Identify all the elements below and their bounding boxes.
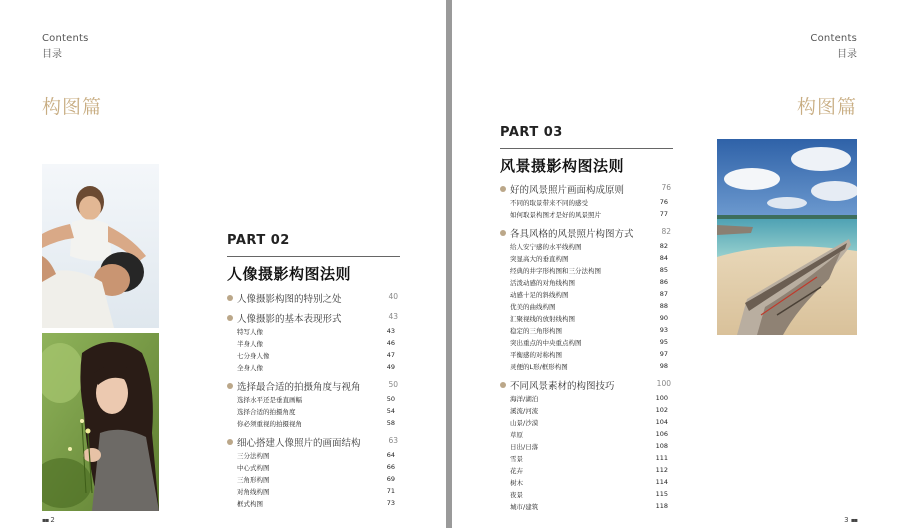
toc-sub-page: 64 bbox=[386, 451, 395, 459]
toc-sub-item bbox=[500, 349, 671, 361]
bullet-icon bbox=[500, 230, 506, 236]
toc-sub-item bbox=[500, 501, 671, 513]
toc-sub-item bbox=[227, 474, 398, 486]
toc-sub-page: 87 bbox=[659, 290, 668, 298]
toc-main-page: 40 bbox=[388, 292, 398, 301]
toc-sub-page: 85 bbox=[659, 266, 668, 274]
woman-portrait-photo bbox=[42, 333, 159, 511]
toc-sub-page: 86 bbox=[659, 278, 668, 286]
bullet-icon bbox=[227, 295, 233, 301]
header-contents-en: Contents bbox=[42, 33, 89, 44]
toc-sub-page: 47 bbox=[386, 351, 395, 359]
toc-sub-item bbox=[500, 405, 671, 417]
toc-sub-page: 104 bbox=[655, 418, 668, 426]
toc-sub-label: 你必须重视的拍摄视角 bbox=[237, 420, 302, 428]
part-divider bbox=[227, 256, 400, 257]
toc-sub-item bbox=[500, 337, 671, 349]
toc-sub-item bbox=[500, 265, 671, 277]
toc-sub-page: 100 bbox=[655, 394, 668, 402]
toc-sub-label: 草原 bbox=[510, 431, 523, 439]
toc-sub-label: 汇聚视线的放射线构图 bbox=[510, 315, 575, 323]
toc-sub-page: 73 bbox=[386, 499, 395, 507]
toc-sub-label: 如何取景构图才是好的风景照片 bbox=[510, 211, 601, 219]
toc-sub-page: 114 bbox=[655, 478, 668, 486]
toc-sub-item bbox=[227, 462, 398, 474]
part-title: 人像摄影构图法则 bbox=[227, 265, 352, 283]
bullet-icon bbox=[227, 383, 233, 389]
toc-sub-item bbox=[500, 393, 671, 405]
toc-sub-list bbox=[227, 450, 398, 510]
left-page bbox=[0, 0, 446, 528]
toc-main-item bbox=[227, 378, 398, 394]
toc-sub-page: 76 bbox=[659, 198, 668, 206]
toc-sub-item bbox=[227, 350, 398, 362]
toc-sub-label: 平衡感的对称构图 bbox=[510, 351, 562, 359]
toc-main-label: 人像摄影构图的特别之处 bbox=[237, 294, 342, 305]
toc-sub-page: 54 bbox=[386, 407, 395, 415]
toc-sub-item bbox=[500, 361, 671, 373]
toc-sub-item bbox=[500, 313, 671, 325]
toc-sub-page: 102 bbox=[655, 406, 668, 414]
toc-sub-page: 93 bbox=[659, 326, 668, 334]
toc-main-item bbox=[500, 181, 671, 197]
toc-sub-label: 中心式构图 bbox=[237, 464, 270, 472]
toc-sub-item bbox=[500, 477, 671, 489]
toc-sub-page: 84 bbox=[659, 254, 668, 262]
toc-main-page: 63 bbox=[388, 436, 398, 445]
section-title: 构图篇 bbox=[796, 96, 857, 118]
toc-main-label: 选择最合适的拍摄角度与视角 bbox=[237, 382, 361, 393]
header-contents-zh: 目录 bbox=[837, 49, 857, 60]
toc-sub-item bbox=[500, 441, 671, 453]
toc-sub-item bbox=[227, 326, 398, 338]
header-contents-en: Contents bbox=[810, 33, 857, 44]
toc-sub-item bbox=[500, 277, 671, 289]
toc-sub-item bbox=[500, 289, 671, 301]
toc-sub-page: 82 bbox=[659, 242, 668, 250]
toc-sub-label: 全身人像 bbox=[237, 364, 263, 372]
toc-main-label: 细心搭建人像照片的画面结构 bbox=[237, 438, 361, 449]
toc-sub-item bbox=[227, 394, 398, 406]
toc-sub-list bbox=[227, 394, 398, 430]
toc-main-label: 好的风景照片画面构成原则 bbox=[510, 185, 625, 196]
toc-main-page: 82 bbox=[661, 227, 671, 236]
toc-sub-page: 46 bbox=[386, 339, 395, 347]
toc-sub-label: 三分法构图 bbox=[237, 452, 270, 460]
toc-sub-item bbox=[227, 338, 398, 350]
toc-sub-page: 66 bbox=[386, 463, 395, 471]
toc-sub-label: 溪流/河流 bbox=[510, 407, 539, 415]
toc-main-page: 43 bbox=[388, 312, 398, 321]
toc-sub-page: 95 bbox=[659, 338, 668, 346]
toc-sub-list bbox=[500, 241, 671, 373]
toc-sub-item bbox=[227, 418, 398, 430]
toc-sub-label: 选择合适的拍摄角度 bbox=[237, 408, 296, 416]
toc-sub-label: 动感十足的斜线构图 bbox=[510, 291, 569, 299]
toc-sub-list bbox=[500, 197, 671, 221]
toc-main-label: 不同风景素材的构图技巧 bbox=[510, 381, 615, 392]
toc-list bbox=[227, 290, 398, 514]
toc-sub-page: 88 bbox=[659, 302, 668, 310]
toc-sub-page: 98 bbox=[659, 362, 668, 370]
toc-sub-item bbox=[227, 498, 398, 510]
toc-sub-label: 海洋/湖泊 bbox=[510, 395, 539, 403]
toc-main-label: 各具风格的风景照片构图方式 bbox=[510, 229, 634, 240]
toc-sub-label: 城市/建筑 bbox=[510, 503, 539, 511]
toc-sub-page: 115 bbox=[655, 490, 668, 498]
toc-main-item bbox=[500, 225, 671, 241]
toc-main-page: 76 bbox=[661, 183, 671, 192]
toc-main-page: 50 bbox=[388, 380, 398, 389]
beach-boat-photo bbox=[717, 139, 857, 335]
toc-sub-label: 树木 bbox=[510, 479, 523, 487]
toc-sub-item bbox=[500, 417, 671, 429]
toc-sub-page: 106 bbox=[655, 430, 668, 438]
toc-sub-list bbox=[500, 393, 671, 513]
toc-main-item bbox=[227, 310, 398, 326]
toc-sub-item bbox=[500, 453, 671, 465]
father-son-photo bbox=[42, 164, 159, 328]
toc-sub-page: 77 bbox=[659, 210, 668, 218]
toc-sub-label: 山景/沙漠 bbox=[510, 419, 539, 427]
toc-sub-item bbox=[500, 429, 671, 441]
toc-sub-label: 不同的取景带来不同的感受 bbox=[510, 199, 588, 207]
toc-sub-page: 97 bbox=[659, 350, 668, 358]
toc-main-item bbox=[500, 377, 671, 393]
toc-sub-label: 三角形构图 bbox=[237, 476, 270, 484]
toc-sub-item bbox=[500, 197, 671, 209]
toc-sub-page: 90 bbox=[659, 314, 668, 322]
toc-sub-page: 111 bbox=[655, 454, 668, 462]
part-label: PART 02 bbox=[227, 233, 290, 248]
toc-sub-label: 突出重点的中央重点构图 bbox=[510, 339, 582, 347]
toc-sub-label: 特写人像 bbox=[237, 328, 263, 336]
toc-sub-item bbox=[500, 465, 671, 477]
header-contents-zh: 目录 bbox=[42, 49, 62, 60]
page-number: 3 ▪▪ bbox=[844, 516, 857, 524]
toc-sub-label: 日出/日落 bbox=[510, 443, 539, 451]
toc-sub-label: 活泼动感的对角线构图 bbox=[510, 279, 575, 287]
toc-sub-label: 选择水平还是垂直画幅 bbox=[237, 396, 302, 404]
toc-sub-label: 花卉 bbox=[510, 467, 523, 475]
toc-sub-page: 112 bbox=[655, 466, 668, 474]
toc-sub-page: 71 bbox=[386, 487, 395, 495]
right-page bbox=[452, 0, 900, 528]
part-label: PART 03 bbox=[500, 125, 563, 140]
toc-sub-item bbox=[500, 325, 671, 337]
toc-sub-label: 对角线构图 bbox=[237, 488, 270, 496]
part-title: 风景摄影构图法则 bbox=[500, 157, 625, 175]
toc-sub-label: 框式构图 bbox=[237, 500, 263, 508]
toc-sub-item bbox=[500, 209, 671, 221]
toc-sub-label: 突显高大的垂直构图 bbox=[510, 255, 569, 263]
toc-sub-item bbox=[500, 253, 671, 265]
bullet-icon bbox=[500, 382, 506, 388]
toc-main-item bbox=[227, 290, 398, 306]
toc-sub-item bbox=[500, 489, 671, 501]
toc-sub-page: 69 bbox=[386, 475, 395, 483]
page-number: ▪▪ 2 bbox=[42, 516, 55, 524]
toc-sub-item bbox=[227, 450, 398, 462]
toc-sub-page: 118 bbox=[655, 502, 668, 510]
part-divider bbox=[500, 148, 673, 149]
bullet-icon bbox=[500, 186, 506, 192]
toc-sub-list bbox=[227, 326, 398, 374]
toc-main-item bbox=[227, 434, 398, 450]
toc-sub-label: 优美的曲线构图 bbox=[510, 303, 556, 311]
toc-sub-label: 灵便的L形/框形构图 bbox=[510, 363, 568, 371]
toc-sub-page: 49 bbox=[386, 363, 395, 371]
toc-sub-label: 雪景 bbox=[510, 455, 523, 463]
toc-sub-page: 50 bbox=[386, 395, 395, 403]
toc-sub-label: 经典的井字形构图和三分法构图 bbox=[510, 267, 601, 275]
toc-sub-label: 半身人像 bbox=[237, 340, 263, 348]
toc-sub-item bbox=[227, 486, 398, 498]
section-title: 构图篇 bbox=[42, 96, 103, 118]
toc-sub-page: 43 bbox=[386, 327, 395, 335]
toc-sub-item bbox=[500, 301, 671, 313]
toc-sub-item bbox=[227, 362, 398, 374]
toc-sub-page: 108 bbox=[655, 442, 668, 450]
toc-sub-label: 稳定的三角形构图 bbox=[510, 327, 562, 335]
toc-sub-label: 夜景 bbox=[510, 491, 523, 499]
toc-sub-label: 七分身人像 bbox=[237, 352, 270, 360]
toc-sub-item bbox=[500, 241, 671, 253]
toc-main-page: 100 bbox=[656, 379, 671, 388]
toc-main-label: 人像摄影的基本表现形式 bbox=[237, 314, 342, 325]
bullet-icon bbox=[227, 315, 233, 321]
bullet-icon bbox=[227, 439, 233, 445]
toc-sub-item bbox=[227, 406, 398, 418]
toc-sub-label: 给人安宁感的水平线构图 bbox=[510, 243, 582, 251]
toc-list bbox=[500, 181, 671, 517]
toc-sub-page: 58 bbox=[386, 419, 395, 427]
